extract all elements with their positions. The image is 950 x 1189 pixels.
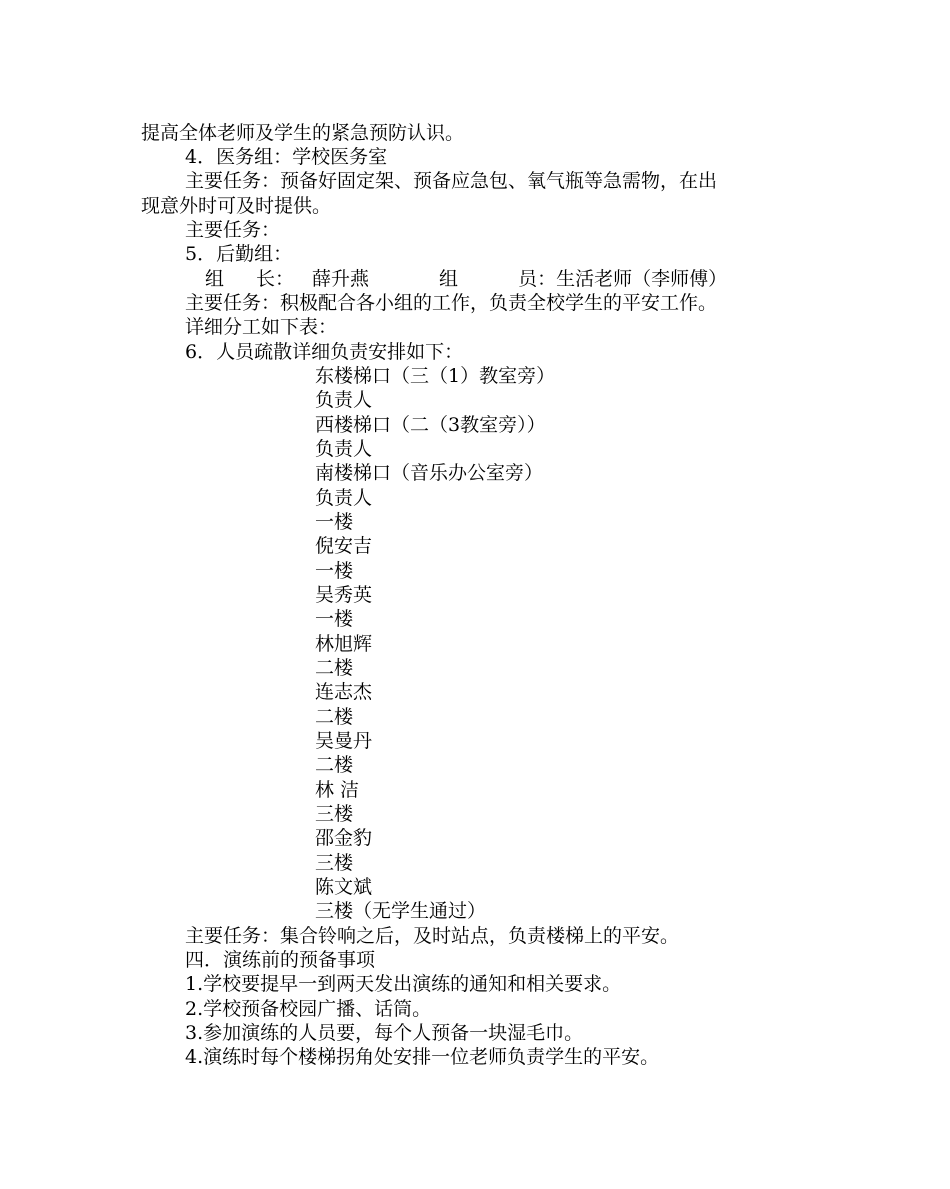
text-line: 主要任务：集合铃响之后，及时站点，负责楼梯上的平安。 [185,925,680,947]
evacuation-line: 吴秀英 [315,584,373,606]
item-heading-logistics: 5．后勤组： [185,243,293,265]
section-heading: 四．演练前的预备事项 [185,949,376,971]
member-label-part2: 员：生活老师（李师傅） [518,268,728,290]
evacuation-line: 西楼梯口（二（3教室旁）） [315,414,546,436]
evacuation-line: 三楼 [315,803,354,825]
evacuation-line: 一楼 [315,560,354,582]
item-heading-medical: 4．医务组：学校医务室 [185,146,388,168]
text-line: 主要任务：预备好固定架、预备应急包、氧气瓶等急需物，在出 [185,170,718,192]
text-line: 主要任务： [185,219,281,241]
list-item: 3.参加演练的人员要，每个人预备一块湿毛巾。 [185,1022,584,1044]
leader-label-part1: 组 [205,268,225,290]
evacuation-line: 南楼梯口（音乐办公室旁） [315,462,544,484]
text-line: 详细分工如下表： [185,316,338,338]
evacuation-line: 负责人 [315,487,373,509]
evacuation-line: 三楼（无学生通过） [315,900,487,922]
member-label-part1: 组 [439,268,459,290]
text-line: 现意外时可及时提供。 [141,195,332,217]
evacuation-line: 陈文斌 [315,876,373,898]
leader-name: 薛升燕 [312,268,370,290]
evacuation-line: 二楼 [315,657,354,679]
evacuation-line: 林 洁 [315,779,360,801]
evacuation-line: 倪安吉 [315,535,373,557]
evacuation-line: 吴曼丹 [315,730,373,752]
list-item: 1.学校要提早一到两天发出演练的通知和相关要求。 [185,973,622,995]
evacuation-line: 一楼 [315,511,354,533]
evacuation-line: 一楼 [315,608,354,630]
list-item: 4.演练时每个楼梯拐角处安排一位老师负责学生的平安。 [185,1046,660,1068]
evacuation-line: 东楼梯口（三（1）教室旁） [315,365,556,387]
text-line: 提高全体老师及学生的紧急预防认识。 [141,122,465,144]
logistics-members-row [205,267,727,291]
evacuation-line: 林旭辉 [315,633,373,655]
list-item: 2.学校预备校园广播、话筒。 [185,998,432,1020]
item-heading-evacuation: 6．人员疏散详细负责安排如下： [185,341,464,363]
evacuation-line: 邵金豹 [315,827,373,849]
evacuation-line: 负责人 [315,438,373,460]
evacuation-line: 连志杰 [315,681,373,703]
leader-label-part2: 长： [256,268,295,290]
evacuation-line: 二楼 [315,754,354,776]
evacuation-line: 负责人 [315,389,373,411]
evacuation-line: 二楼 [315,706,354,728]
text-line: 主要任务：积极配合各小组的工作，负责全校学生的平安工作。 [185,292,718,314]
evacuation-line: 三楼 [315,852,354,874]
